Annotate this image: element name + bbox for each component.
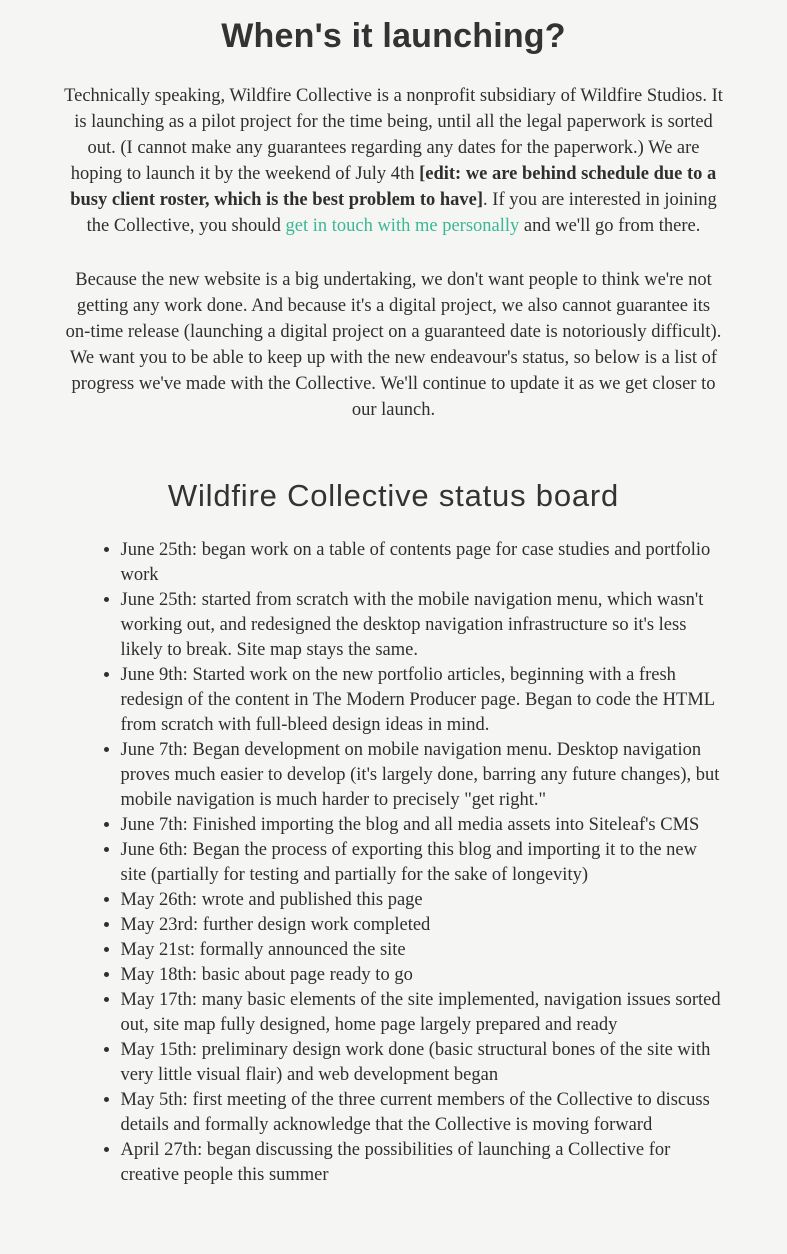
status-list-item: • June 25th: started from scratch with the mobile navigation menu, which wasn't working out, and redesigned the desktop navigation infrastructure so it's less likely to break. Site map stays the same. [121,588,725,663]
status-list-item: • April 27th: began discussing the possibilities of launching a Collective for creative people this summer [121,1138,725,1188]
intro-paragraph-text: Technically speaking, Wildfire Collective is a nonprofit subsidiary of Wildfire Studios. It is launching as a pilot project for the time being, until all the legal paperwork is sorted out. (I cannot make any guarantees regarding any dates for the paperwork.) We are hoping to launch it by the weekend of July 4th [64,85,723,184]
page-title: When's it launching? [221,17,566,55]
contact-link[interactable]: get in touch with me personally [285,215,520,236]
status-list-item: • May 18th: basic about page ready to go [121,963,725,988]
status-list-item: • May 17th: many basic elements of the site implemented, navigation issues sorted out, site map fully designed, home page largely prepared and ready [121,988,725,1038]
edit-note-bold-text: [edit: we are behind schedule due to a busy client roster, which is the best problem to have] [70,163,717,210]
intro-paragraph-text: . If you are interested in joining the Collective, you should [86,189,717,236]
status-list-item: • June 25th: began work on a table of contents page for case studies and portfolio work [121,538,725,588]
status-board-title: Wildfire Collective status board [167,477,620,513]
article-container [63,16,725,1188]
status-list-item: • June 7th: Began development on mobile navigation menu. Desktop navigation proves much easier to develop (it's largely done, barring any future changes), but mobile navigation is much harder to precisely "get right." [121,738,725,813]
status-list-item: • May 15th: preliminary design work done (basic structural bones of the site with very little visual flair) and web development began [121,1038,725,1088]
intro-paragraph-text: and we'll go from there. [519,215,701,236]
status-list-item: • May 23rd: further design work completed [121,913,725,938]
status-list-item: • May 5th: first meeting of the three current members of the Collective to discuss details and formally acknowledge that the Collective is moving forward [121,1088,725,1138]
status-list-item: • June 9th: Started work on the new portfolio articles, beginning with a fresh redesign of the content in The Modern Producer page. Began to code the HTML from scratch with full-bleed design ideas in mind. [121,663,725,738]
status-list-item: • June 7th: Finished importing the blog and all media assets into Siteleaf's CMS [121,813,725,838]
progress-explanation-paragraph: Because the new website is a big undertaking, we don't want people to think we're not getting any work done. And because it's a digital project, we also cannot guarantee its on-time release (launching a digital project on a guaranteed date is notoriously difficult). We want you to be able to keep up with the new endeavour's status, so below is a list of progress we've made with the Collective. We'll continue to update it as we get closer to our launch. [65,269,722,420]
status-list-item: • May 21st: formally announced the site [121,938,725,963]
status-list [63,538,725,1188]
intro-paragraph [63,83,725,239]
status-list-item: • June 6th: Began the process of exporting this blog and importing it to the new site (partially for testing and partially for the sake of longevity) [121,838,725,888]
status-list-item: • May 26th: wrote and published this page [121,888,725,913]
